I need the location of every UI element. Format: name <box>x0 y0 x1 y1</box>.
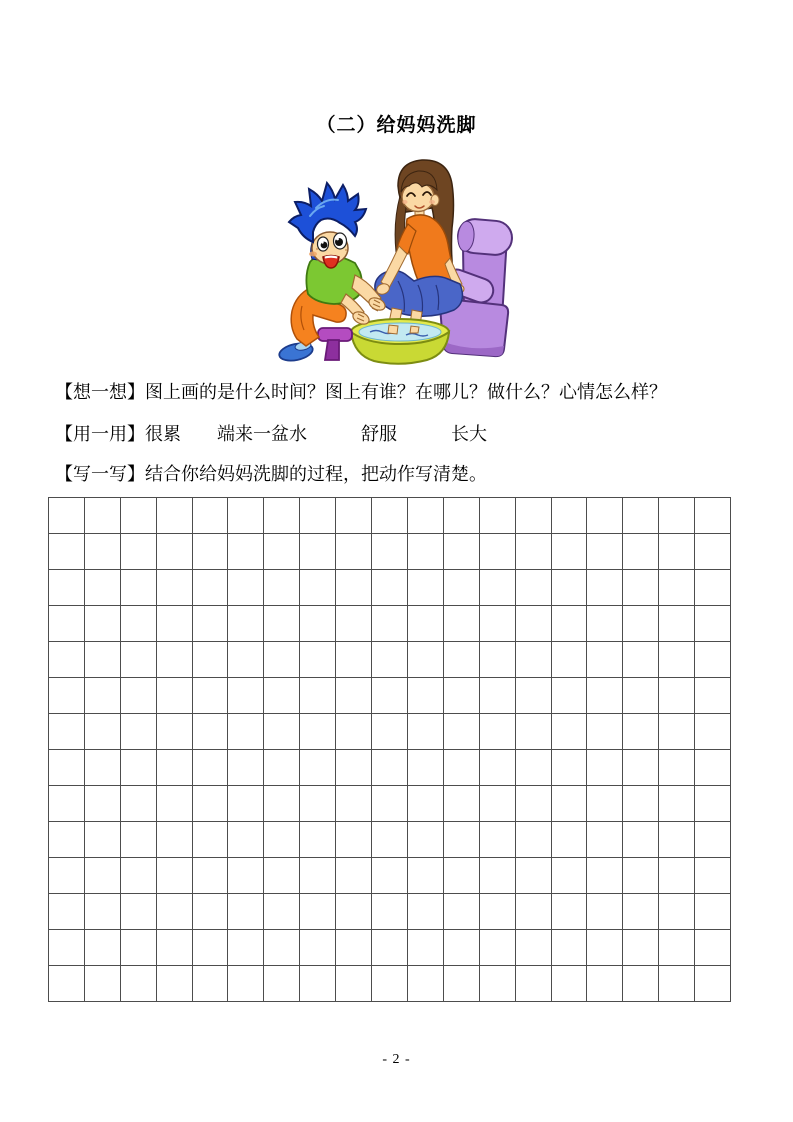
grid-cell <box>623 894 659 930</box>
grid-cell <box>659 930 695 966</box>
grid-cell <box>300 642 336 678</box>
grid-cell <box>408 498 444 534</box>
grid-cell <box>300 750 336 786</box>
grid-cell <box>157 750 193 786</box>
grid-cell <box>623 930 659 966</box>
grid-cell <box>121 678 157 714</box>
grid-cell <box>121 570 157 606</box>
grid-cell <box>193 642 229 678</box>
grid-cell <box>336 498 372 534</box>
grid-cell <box>444 606 480 642</box>
grid-cell <box>552 714 588 750</box>
grid-cell <box>695 750 731 786</box>
grid-cell <box>552 534 588 570</box>
grid-cell <box>516 894 552 930</box>
grid-cell <box>408 894 444 930</box>
grid-cell <box>85 534 121 570</box>
grid-cell <box>336 678 372 714</box>
grid-cell <box>695 534 731 570</box>
grid-cell <box>300 570 336 606</box>
grid-cell <box>49 498 85 534</box>
grid-cell <box>264 606 300 642</box>
grid-cell <box>336 642 372 678</box>
grid-cell <box>587 750 623 786</box>
grid-cell <box>587 714 623 750</box>
grid-cell <box>552 678 588 714</box>
grid-cell <box>480 966 516 1002</box>
grid-cell <box>516 714 552 750</box>
grid-cell <box>516 822 552 858</box>
boy-eye-right-glint <box>336 238 339 241</box>
grid-cell <box>480 498 516 534</box>
grid-cell <box>264 858 300 894</box>
grid-cell <box>587 642 623 678</box>
boy-eye-left-glint <box>321 241 323 243</box>
grid-cell <box>121 498 157 534</box>
grid-cell <box>444 678 480 714</box>
grid-cell <box>587 678 623 714</box>
grid-cell <box>300 498 336 534</box>
grid-cell <box>444 498 480 534</box>
grid-cell <box>695 966 731 1002</box>
grid-cell <box>552 498 588 534</box>
grid-cell <box>480 894 516 930</box>
grid-cell <box>121 858 157 894</box>
grid-cell <box>264 498 300 534</box>
grid-cell <box>372 714 408 750</box>
grid-cell <box>228 894 264 930</box>
mother-blush-left <box>403 200 408 204</box>
grid-cell <box>695 930 731 966</box>
grid-cell <box>264 642 300 678</box>
boy-freckle-1 <box>316 248 318 250</box>
grid-cell <box>49 714 85 750</box>
grid-cell <box>480 606 516 642</box>
grid-cell <box>49 678 85 714</box>
grid-cell <box>444 894 480 930</box>
grid-cell <box>695 822 731 858</box>
grid-cell <box>623 498 659 534</box>
grid-cell <box>623 786 659 822</box>
grid-cell <box>552 786 588 822</box>
writing-grid <box>48 497 731 1002</box>
grid-cell <box>587 786 623 822</box>
grid-cell <box>587 498 623 534</box>
grid-cell <box>587 966 623 1002</box>
grid-cell <box>444 642 480 678</box>
boy-freckle-2 <box>345 249 347 251</box>
grid-cell <box>85 894 121 930</box>
grid-cell <box>49 858 85 894</box>
grid-cell <box>228 642 264 678</box>
grid-cell <box>157 714 193 750</box>
grid-cell <box>695 714 731 750</box>
grid-cell <box>408 678 444 714</box>
grid-cell <box>552 750 588 786</box>
grid-cell <box>157 966 193 1002</box>
grid-cell <box>552 606 588 642</box>
grid-cell <box>623 534 659 570</box>
grid-cell <box>516 966 552 1002</box>
grid-cell <box>695 858 731 894</box>
grid-cell <box>336 786 372 822</box>
grid-cell <box>85 822 121 858</box>
grid-cell <box>444 786 480 822</box>
mother <box>375 160 464 334</box>
grid-cell <box>336 894 372 930</box>
grid-cell <box>408 642 444 678</box>
wash-basin <box>351 319 449 364</box>
grid-cell <box>552 894 588 930</box>
grid-cell <box>659 750 695 786</box>
grid-cell <box>85 858 121 894</box>
grid-cell <box>85 714 121 750</box>
grid-cell <box>516 570 552 606</box>
grid-cell <box>193 858 229 894</box>
grid-cell <box>372 606 408 642</box>
grid-cell <box>695 642 731 678</box>
grid-cell <box>49 534 85 570</box>
grid-cell <box>193 606 229 642</box>
grid-cell <box>336 714 372 750</box>
grid-cell <box>372 858 408 894</box>
grid-cell <box>444 570 480 606</box>
grid-cell <box>444 966 480 1002</box>
grid-cell <box>587 894 623 930</box>
grid-cell <box>157 858 193 894</box>
mother-blush-right <box>429 200 435 204</box>
grid-cell <box>193 714 229 750</box>
grid-cell <box>516 858 552 894</box>
grid-cell <box>552 858 588 894</box>
grid-cell <box>516 786 552 822</box>
grid-cell <box>228 858 264 894</box>
grid-cell <box>228 678 264 714</box>
grid-cell <box>300 858 336 894</box>
grid-cell <box>480 786 516 822</box>
grid-cell <box>264 786 300 822</box>
grid-cell <box>695 606 731 642</box>
grid-cell <box>587 930 623 966</box>
grid-cell <box>480 750 516 786</box>
grid-cell <box>193 930 229 966</box>
grid-cell <box>659 858 695 894</box>
grid-cell <box>157 498 193 534</box>
grid-cell <box>300 930 336 966</box>
grid-cell <box>264 894 300 930</box>
grid-cell <box>264 966 300 1002</box>
grid-cell <box>228 498 264 534</box>
prompt-use: 【用一用】很累 端来一盆水 舒服 长大 <box>55 424 487 444</box>
grid-cell <box>552 930 588 966</box>
grid-cell <box>336 606 372 642</box>
grid-cell <box>408 534 444 570</box>
grid-cell <box>121 606 157 642</box>
grid-cell <box>121 642 157 678</box>
grid-cell <box>372 498 408 534</box>
grid-cell <box>193 966 229 1002</box>
grid-cell <box>228 606 264 642</box>
grid-cell <box>121 894 157 930</box>
grid-cell <box>49 966 85 1002</box>
grid-cell <box>695 894 731 930</box>
grid-cell <box>85 498 121 534</box>
grid-cell <box>659 894 695 930</box>
grid-cell <box>228 714 264 750</box>
grid-cell <box>193 534 229 570</box>
grid-cell <box>193 786 229 822</box>
grid-cell <box>157 534 193 570</box>
mother-ankle-left <box>388 325 398 334</box>
grid-cell <box>157 606 193 642</box>
grid-cell <box>300 714 336 750</box>
grid-cell <box>552 966 588 1002</box>
grid-cell <box>623 606 659 642</box>
grid-cell <box>623 714 659 750</box>
grid-cell <box>300 894 336 930</box>
grid-cell <box>623 822 659 858</box>
grid-cell <box>300 786 336 822</box>
grid-cell <box>193 750 229 786</box>
grid-cell <box>623 642 659 678</box>
grid-cell <box>228 930 264 966</box>
grid-cell <box>659 534 695 570</box>
grid-cell <box>659 714 695 750</box>
grid-cell <box>444 750 480 786</box>
grid-cell <box>587 858 623 894</box>
grid-cell <box>193 822 229 858</box>
grid-cell <box>121 750 157 786</box>
grid-cell <box>480 858 516 894</box>
grid-cell <box>121 822 157 858</box>
grid-cell <box>264 678 300 714</box>
grid-cell <box>157 894 193 930</box>
boy-blush <box>309 252 317 257</box>
grid-cell <box>695 786 731 822</box>
foot-washing-illustration <box>266 156 516 371</box>
grid-cell <box>408 930 444 966</box>
grid-cell <box>444 534 480 570</box>
prompt-write: 【写一写】结合你给妈妈洗脚的过程，把动作写清楚。 <box>55 464 487 484</box>
grid-cell <box>121 534 157 570</box>
grid-cell <box>480 930 516 966</box>
grid-cell <box>516 750 552 786</box>
grid-cell <box>228 822 264 858</box>
grid-cell <box>49 606 85 642</box>
grid-cell <box>587 606 623 642</box>
mother-ankle-right <box>410 326 419 333</box>
grid-cell <box>85 606 121 642</box>
grid-cell <box>372 570 408 606</box>
stool-leg <box>325 340 339 360</box>
grid-cell <box>264 822 300 858</box>
grid-cell <box>480 642 516 678</box>
grid-cell <box>49 570 85 606</box>
page-number: - 2 - <box>382 1052 411 1067</box>
grid-cell <box>408 822 444 858</box>
grid-cell <box>228 570 264 606</box>
grid-cell <box>408 714 444 750</box>
grid-cell <box>336 930 372 966</box>
grid-cell <box>480 714 516 750</box>
grid-cell <box>85 966 121 1002</box>
grid-cell <box>659 570 695 606</box>
grid-cell <box>157 822 193 858</box>
grid-cell <box>372 966 408 1002</box>
grid-cell <box>444 714 480 750</box>
grid-cell <box>372 822 408 858</box>
grid-cell <box>49 930 85 966</box>
grid-cell <box>85 570 121 606</box>
grid-cell <box>659 822 695 858</box>
grid-cell <box>264 714 300 750</box>
grid-cell <box>372 894 408 930</box>
grid-cell <box>480 678 516 714</box>
grid-cell <box>193 678 229 714</box>
grid-cell <box>228 786 264 822</box>
grid-cell <box>516 678 552 714</box>
grid-cell <box>659 678 695 714</box>
prompt-think: 【想一想】图上画的是什么时间？图上有谁？在哪儿？做什么？心情怎么样？ <box>55 382 667 402</box>
grid-cell <box>695 570 731 606</box>
grid-cell <box>300 966 336 1002</box>
grid-cell <box>659 642 695 678</box>
grid-cell <box>336 858 372 894</box>
grid-cell <box>587 570 623 606</box>
grid-cell <box>372 930 408 966</box>
grid-cell <box>157 786 193 822</box>
grid-cell <box>659 966 695 1002</box>
grid-cell <box>157 570 193 606</box>
grid-cell <box>336 750 372 786</box>
grid-cell <box>157 930 193 966</box>
stool-top <box>318 328 352 341</box>
grid-cell <box>228 750 264 786</box>
grid-cell <box>516 642 552 678</box>
grid-cell <box>587 822 623 858</box>
grid-cell <box>372 534 408 570</box>
grid-cell <box>49 786 85 822</box>
grid-cell <box>228 534 264 570</box>
page-title: （二）给妈妈洗脚 <box>316 115 477 136</box>
grid-cell <box>193 894 229 930</box>
grid-cell <box>300 678 336 714</box>
grid-cell <box>85 642 121 678</box>
grid-cell <box>121 786 157 822</box>
grid-cell <box>49 750 85 786</box>
grid-cell <box>336 534 372 570</box>
grid-cell <box>408 786 444 822</box>
grid-cell <box>264 750 300 786</box>
grid-cell <box>49 642 85 678</box>
grid-cell <box>49 822 85 858</box>
grid-cell <box>623 750 659 786</box>
grid-cell <box>264 534 300 570</box>
grid-cell <box>336 570 372 606</box>
grid-cell <box>480 822 516 858</box>
grid-cell <box>372 678 408 714</box>
grid-cell <box>85 786 121 822</box>
grid-cell <box>264 570 300 606</box>
grid-cell <box>695 678 731 714</box>
grid-cell <box>85 750 121 786</box>
grid-cell <box>516 498 552 534</box>
grid-cell <box>695 498 731 534</box>
grid-cell <box>552 570 588 606</box>
grid-cell <box>480 534 516 570</box>
grid-cell <box>193 498 229 534</box>
grid-cell <box>193 570 229 606</box>
grid-cell <box>157 678 193 714</box>
grid-cell <box>372 642 408 678</box>
grid-cell <box>336 966 372 1002</box>
grid-cell <box>408 606 444 642</box>
grid-cell <box>372 786 408 822</box>
grid-cell <box>444 858 480 894</box>
grid-cell <box>336 822 372 858</box>
grid-cell <box>552 822 588 858</box>
grid-cell <box>516 930 552 966</box>
grid-cell <box>408 966 444 1002</box>
grid-cell <box>264 930 300 966</box>
grid-cell <box>623 858 659 894</box>
grid-cell <box>623 966 659 1002</box>
grid-cell <box>659 606 695 642</box>
grid-cell <box>157 642 193 678</box>
grid-cell <box>623 570 659 606</box>
grid-cell <box>121 714 157 750</box>
grid-cell <box>552 642 588 678</box>
grid-cell <box>372 750 408 786</box>
grid-cell <box>623 678 659 714</box>
grid-cell <box>408 750 444 786</box>
grid-cell <box>85 930 121 966</box>
grid-cell <box>587 534 623 570</box>
grid-cell <box>300 534 336 570</box>
grid-cell <box>85 678 121 714</box>
grid-cell <box>659 786 695 822</box>
grid-cell <box>121 966 157 1002</box>
grid-cell <box>49 894 85 930</box>
grid-cell <box>516 534 552 570</box>
grid-cell <box>444 930 480 966</box>
grid-cell <box>228 966 264 1002</box>
grid-cell <box>659 498 695 534</box>
grid-cell <box>121 930 157 966</box>
grid-cell <box>408 570 444 606</box>
grid-cell <box>480 570 516 606</box>
grid-cell <box>408 858 444 894</box>
grid-cell <box>444 822 480 858</box>
grid-cell <box>300 822 336 858</box>
grid-cell <box>516 606 552 642</box>
grid-cell <box>300 606 336 642</box>
